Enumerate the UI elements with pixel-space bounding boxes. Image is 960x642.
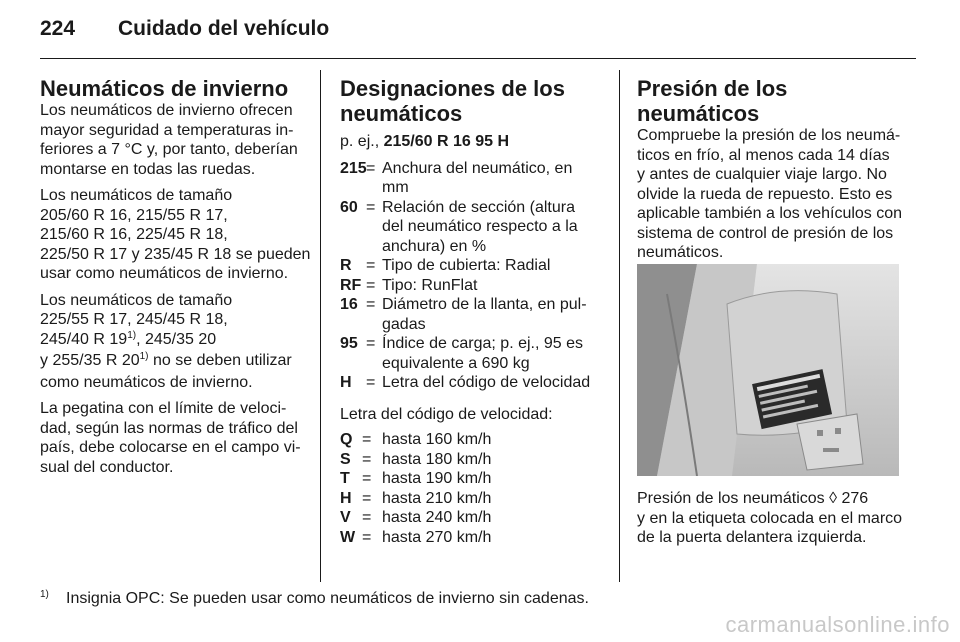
page-section-title: Cuidado del vehículo xyxy=(118,17,330,40)
definition-equals: = xyxy=(366,276,376,294)
speed-code-limit: hasta 180 km/h xyxy=(382,450,492,468)
winter-tyres-paragraph-3: Los neumáticos de tamaño 225/55 R 17, 245/45 R 18, 245/40 R 19$^{1)}$, 245/35 20 y 255/35 R 20$^{1)}$ no se deben utilizar como neumáticos de invierno. xyxy=(40,291,292,391)
designation-definitions xyxy=(340,159,606,393)
heading-tyre-designations: Designaciones de los neumáticos xyxy=(340,76,565,126)
definition-row xyxy=(340,373,606,393)
winter-tyres-paragraph-2: Los neumáticos de tamaño 205/60 R 16, 215/55 R 17, 215/60 R 16, 225/45 R 18, 225/50 R 17 y 235/45 R 18 se pueden usar como neumáticos de invierno. xyxy=(40,187,311,282)
definition-term: R xyxy=(340,257,352,274)
column-winter-tyres xyxy=(40,76,312,484)
speed-code-letter: V xyxy=(340,509,351,526)
definition-description: Relación de sección (altura del neumático respecto a la anchura) en % xyxy=(382,198,578,255)
speed-code-equals: = xyxy=(362,431,372,448)
definition-equals: = xyxy=(366,159,376,177)
definition-row xyxy=(340,159,606,198)
speed-code-row xyxy=(340,469,606,489)
speed-code-letter: Q xyxy=(340,431,353,448)
speed-code-row xyxy=(340,508,606,528)
speed-code-row xyxy=(340,450,606,470)
speed-code-equals: = xyxy=(362,509,372,526)
definition-description: Tipo de cubierta: Radial xyxy=(382,257,551,274)
speed-code-row xyxy=(340,430,606,450)
winter-tyres-paragraph-1: Los neumáticos de invierno ofrecen mayor seguridad a temperaturas in- feriores a 7 °C y, por tanto, deberían montarse en todas las ruedas. xyxy=(40,102,298,178)
definition-term: 60 xyxy=(340,198,358,216)
footnote-mark: 1) xyxy=(40,589,49,600)
column-divider-2 xyxy=(619,70,620,582)
definition-term: 95 xyxy=(340,335,358,352)
definition-description: Índice de carga; p. ej., 95 es equivalente a 690 kg xyxy=(382,335,584,372)
definition-term: 16 xyxy=(340,296,358,313)
heading-winter-tyres: Neumáticos de invierno xyxy=(40,76,289,101)
definition-row xyxy=(340,334,606,373)
speed-code-limit: hasta 210 km/h xyxy=(382,489,492,507)
speed-code-letter: T xyxy=(340,470,350,487)
speed-code-limit: hasta 240 km/h xyxy=(382,509,492,526)
door-frame-illustration xyxy=(637,264,899,476)
speed-code-letter: H xyxy=(340,489,352,507)
definition-equals: = xyxy=(366,374,376,391)
header-divider xyxy=(40,58,916,59)
definition-description: Anchura del neumático, en mm xyxy=(382,159,573,196)
speed-code-limit: hasta 160 km/h xyxy=(382,431,492,448)
tyre-pressure-paragraph-1: Compruebe la presión de los neumá- ticos en frío, al menos cada 14 días y antes de cualquier viaje largo. No olvide la rueda de repuesto. Esto es aplicable también a los vehículos con sistema de control de presión de los neumáticos. xyxy=(637,127,903,261)
column-tyre-pressure xyxy=(637,76,907,296)
definition-term: 215 xyxy=(340,159,367,177)
watermark: carmanualsonline.info xyxy=(725,612,950,637)
speed-code-row xyxy=(340,489,606,509)
footnote-reference: 1) xyxy=(127,329,137,341)
definition-description: Letra del código de velocidad xyxy=(382,374,591,391)
speed-code-intro: Letra del código de velocidad: xyxy=(340,405,553,423)
column-divider-1 xyxy=(320,70,321,582)
footnote-reference: 1) xyxy=(139,351,149,362)
speed-code-equals: = xyxy=(362,528,372,546)
definition-equals: = xyxy=(366,335,376,352)
definition-equals: = xyxy=(366,257,376,274)
page-number: 224 xyxy=(40,17,76,40)
definition-term: RF xyxy=(340,276,362,294)
footnote-text: Insignia OPC: Se pueden usar como neumáticos de invierno sin cadenas. xyxy=(66,590,589,607)
winter-tyres-paragraph-4: La pegatina con el límite de veloci- dad, según las normas de tráfico del país, debe colocarse en el campo vi- sual del conductor. xyxy=(40,400,301,476)
column-tyre-designations xyxy=(340,76,606,547)
speed-code-limit: hasta 190 km/h xyxy=(382,470,492,487)
speed-code-equals: = xyxy=(362,470,372,487)
speed-code-row xyxy=(340,528,606,548)
definition-row xyxy=(340,198,606,257)
door-frame-tyre-label-photo xyxy=(637,264,899,476)
speed-code-list xyxy=(340,430,606,547)
speed-code-letter: W xyxy=(340,528,356,546)
definition-description: Tipo: RunFlat xyxy=(382,276,478,294)
speed-code-limit: hasta 270 km/h xyxy=(382,528,492,546)
definition-row xyxy=(340,295,606,334)
tyre-pressure-paragraph-3: Presión de los neumáticos ◊ 276 y en la etiqueta colocada en el marco de la puerta delantera izquierda. xyxy=(637,490,903,546)
definition-row xyxy=(340,256,606,276)
speed-code-letter: S xyxy=(340,450,351,468)
speed-code-equals: = xyxy=(362,450,372,468)
definition-equals: = xyxy=(366,296,376,313)
definition-description: Diámetro de la llanta, en pul- gadas xyxy=(382,296,587,333)
speed-code-equals: = xyxy=(362,489,372,507)
heading-tyre-pressure: Presión de los neumáticos xyxy=(637,76,788,126)
designation-example: p. ej., 215/60 R 16 95 H xyxy=(340,133,509,150)
definition-equals: = xyxy=(366,198,376,216)
definition-term: H xyxy=(340,374,352,391)
definition-row xyxy=(340,276,606,296)
